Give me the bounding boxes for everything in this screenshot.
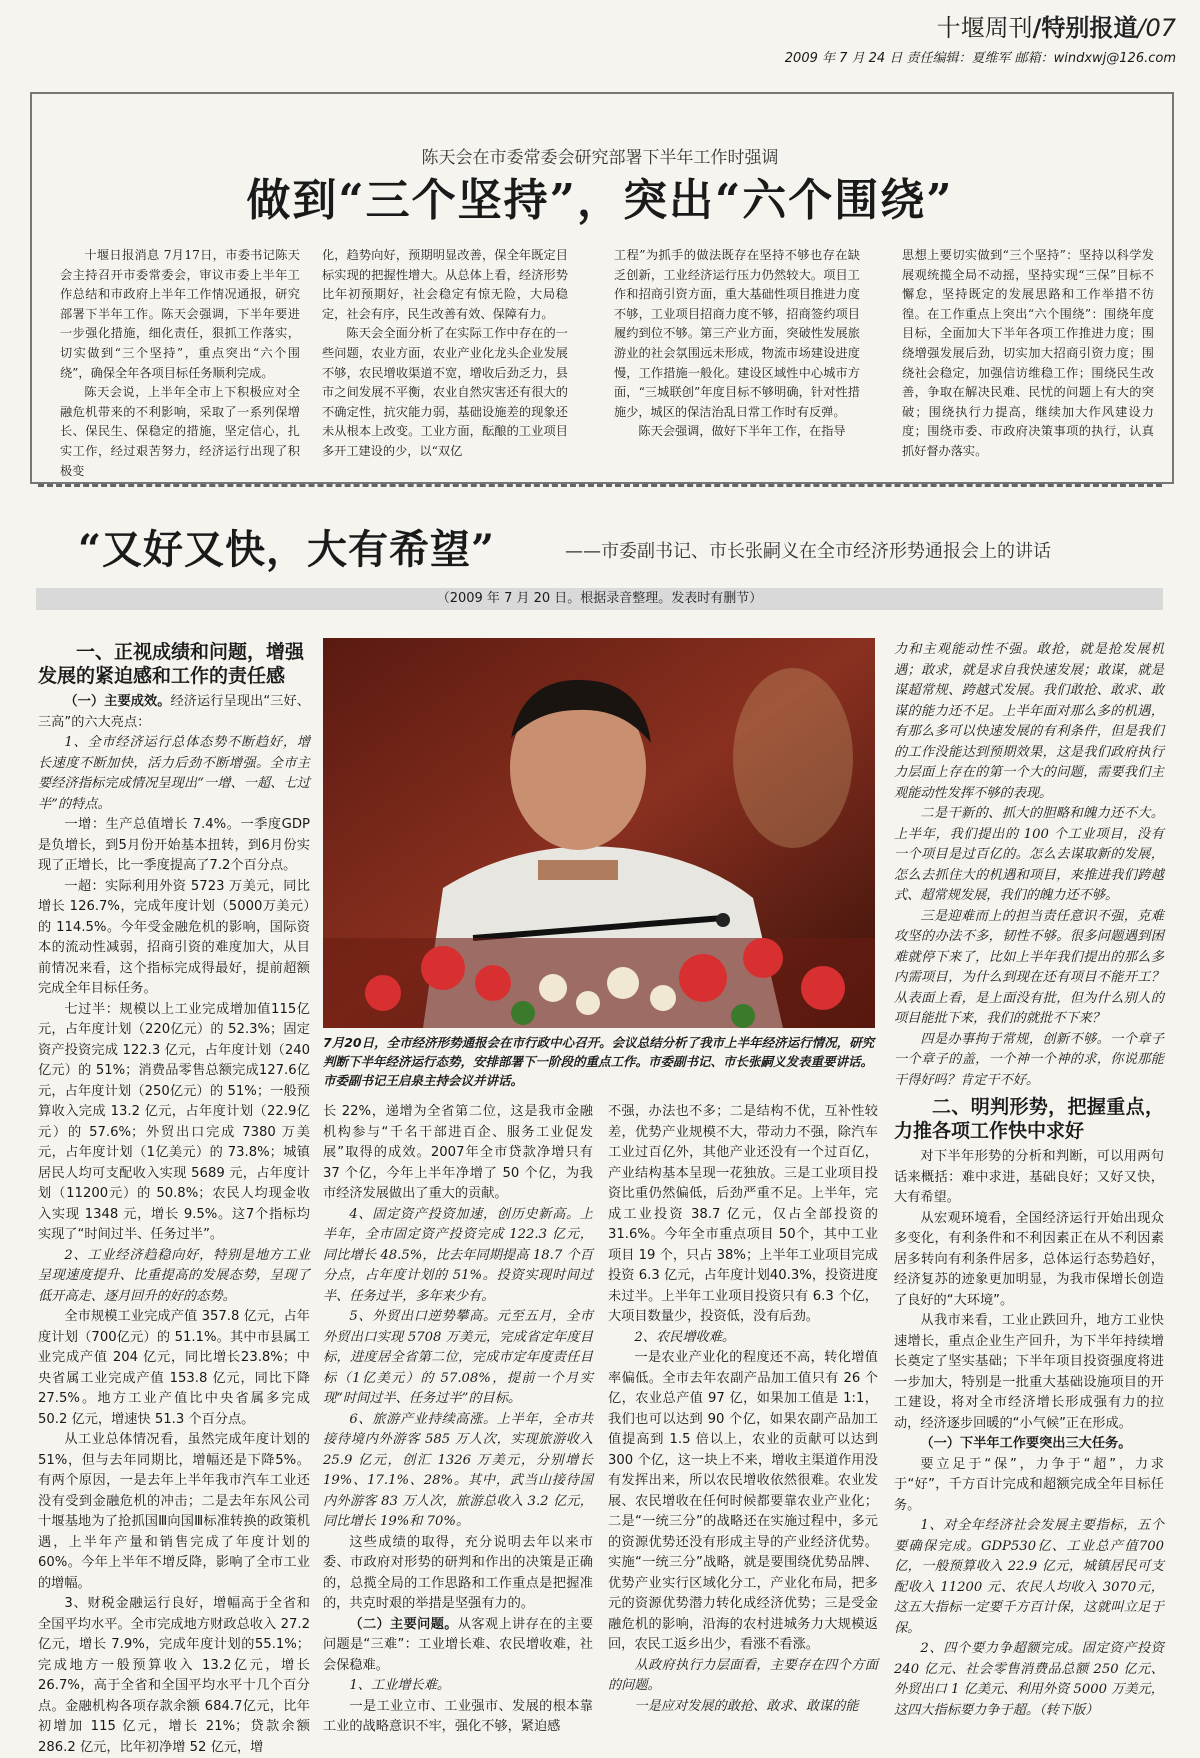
paragraph: 三是迎难而上的担当责任意识不强，克难攻坚的办法不多，韧性不够。很多问题遇到困难就停下来了，比如上半年我们提出的那么多内需项目，为什么到现在还有项目不能开工？从表面上看，是上面没有批，但为什么别人的项目能批下来，我们的就批不下来？ — [894, 908, 1164, 1026]
paragraph: 陈天会强调，做好下半年工作，在指导 — [638, 424, 846, 439]
paragraph: 2、工业经济趋稳向好，特别是地方工业呈现速度提升、比重提高的发展态势，呈现了低开高走、逐月回升的好的态势。 — [38, 1247, 310, 1304]
paragraph: 从工业总体情况看，虽然完成年度计划的 51%，但与去年同期比，增幅还是下降5%。有两个原因，一是去年上半年我市汽车工业还没有受到金融危机的冲击；二是去年东风公司十堰基地为了抢抓国Ⅲ向国Ⅲ标准转换的政策机遇，上半年产量和销售完成了年度计划的 60%。今年上半年不增反降，影响了全市工业的增幅。 — [38, 1432, 310, 1591]
paragraph: 从客观上讲存在的主要问题是“三难”：工业增长难、农民增收难，社会保稳难。 — [323, 1616, 594, 1673]
article2-colA — [38, 640, 310, 1755]
paragraph: 工程”为抓手的做法既存在坚持不够也存在缺乏创新，工业经济运行压力仍然较大。项目工作和招商引资方面，重大基础性项目推进力度不够，工业项目招商力度不够，招商签约项目履约到位不够。第三产业方面，突破性发展旅游业的社会氛围远未形成，物流市场建设进度慢，工作措施一般化。建设区域性中心城市方面，“三城联创”年度目标不够明确，针对性措施少，城区的保洁治乱日常工作时有反弹。 — [614, 248, 860, 419]
article1-col1 — [60, 246, 300, 478]
paragraph: 一增：生产总值增长 7.4%。一季度GDP是负增长，到5月份开始基本扭转，到6月份实现了正增长，比一季度提高了7.2个百分点。 — [38, 817, 310, 873]
page-header — [785, 8, 1176, 66]
subhead: （一）主要成效。 — [64, 694, 171, 709]
paragraph: 对下半年形势的分析和判断，可以用两句话来概括：难中求进，基础良好；又好又快，大有希望。 — [894, 1149, 1164, 1205]
article1-col2 — [322, 246, 568, 458]
paragraph: 思想上要切实做到“三个坚持”：坚持以科学发展观统揽全局不动摇，坚持实现“三保”目标不懈怠，坚持既定的发展思路和工作举措不彷徨。在工作重点上突出“六个围绕”：围绕年度目标，全面加大下半年各项工作推进力度；围绕增强发展后劲，切实加大招商引资力度；围绕社会稳定，加强信访维稳工作；围绕民生改善，争取在解决民难、民忧的问题上有大的突破；围绕执行力提高，继续加大作风建设力度；围绕市委、市政府决策事项的执行，认真抓好督办落实。 — [902, 248, 1154, 458]
subhead: （一）下半年工作要突出三大任务。 — [920, 1436, 1132, 1451]
paragraph: 5、外贸出口逆势攀高。元至五月，全市外贸出口实现 5708 万美元，完成省定年度目标，进度居全省第二位，完成市定年度责任目标（1亿美元）的 57.08%，提前一个月实现“时间过半、任务过半”的目标。 — [323, 1309, 593, 1406]
section-title — [785, 8, 1176, 43]
paragraph: 2、农民增收难。 — [634, 1329, 736, 1345]
article1-headline: 做到“三个坚持”，突出“六个围绕” — [246, 175, 954, 226]
photo-caption: 7月20日，全市经济形势通报会在市行政中心召开。会议总结分析了我市上半年经济运行情况，研究判断下半年经济运行态势，安排部署下一阶段的重点工作。市委副书记、市长张嗣义发表重要讲话。市委副书记王启泉主持会议并讲话。 — [323, 1035, 875, 1088]
paragraph: 一是农业产业化的程度还不高，转化增值率偏低。全市去年农副产品加工值只有 26 个亿，农业总产值 97 亿，如果加工值是 1:1，我们也可以达到 90 个亿，如果农副产品加工值提高到 1.5 倍以上，农业的贡献可以达到 300 个亿，这一块上不来，增收主渠道作用没有发挥出来，所以农民增收依然很难。农业发展、农民增收在任何时候都要靠农业产业化；二是“一统三分”的战略还在实施过程中，多元的资源优势还没有形成主导的产业经济优势。实施“一统三分”战略，就是要围绕优势品牌、优势产业实行区域化分工，产业化布局，把多元的资源优势潜力转化成经济优势；三是受金融危机的影响，沿海的农村进城务力大规模返回，农民工返乡出少，看涨不看涨。 — [608, 1350, 878, 1652]
date-editor-line: 2009 年 7 月 24 日 责任编辑：夏维军 邮箱：windxwj@126.com — [784, 51, 1176, 66]
article1-col4 — [902, 246, 1154, 458]
paragraph: 1、全市经济运行总体态势不断趋好，增长速度不断加快，活力后劲不断增强。全市主要经济指标完成情况呈现出“一增、一超、七过半”的特点。 — [38, 735, 310, 812]
paragraph: 这些成绩的取得，充分说明去年以来市委、市政府对形势的研判和作出的决策是正确的，总揽全局的工作思路和工作重点是把握准的，共克时艰的举措是坚强有力的。 — [323, 1534, 593, 1611]
section-name: 特别报道 — [1041, 14, 1138, 42]
paragraph: 一超：实际利用外资 5723 万美元，同比增长 126.7%，完成年度计划（5000万美元）的 114.5%。今年受金融危机的影响，国际资本的流动性减弱，招商引资的难度加大，从目前情况来看，这个指标完成得最好，提前超额完成全年目标任务。 — [38, 878, 310, 996]
paragraph: 全市规模工业完成产值 357.8 亿元，占年度计划（700亿元）的 51.1%。其中市县属工业完成产值 204 亿元，同比增长23.8%；中央省属工业完成产值 153.8 亿元，同比下降 27.5%。地方工业产值比中央省属多完成 50.2 亿元，增速快 51.3 个百分点。 — [38, 1309, 310, 1427]
paragraph: 七过半：规模以上工业完成增加值115亿元，占年度计划（220亿元）的 52.3%；固定资产投资完成 122.3 亿元，占年度计划（240亿元）的 51%；消费品零售总额完成127.6亿元，占年度计划（250亿元）的 51%；一般预算收入完成 13.2 亿元，占年度计划（22.9亿元）的 57.6%；外贸出口完成 7380 万美元，占年度计划（1亿美元）的 73.8%；城镇居民人均可支配收入实现 5689 元，占年度计划（11200元）的 50.8%；农民人均现金收入实现 1348 元，增长 9.5%。这7个指标均实现了“时间过半、任务过半”。 — [38, 1001, 310, 1242]
paragraph: 长 22%，递增为全省第二位，这是我市金融机构参与“千名干部进百企、服务工业促发展”取得的成效。2007年全市贷款净增只有 37 个亿，今年上半年净增了 50 个亿，为我市经济发展做出了重大的贡献。 — [323, 1104, 593, 1201]
paragraph: 1、工业增长难。 — [349, 1678, 451, 1693]
speaker-photo — [323, 638, 875, 1028]
paragraph: 从宏观环境看，全国经济运行开始出现众多变化，有利条件和不利因素正在从不利因素居多转向有利条件居多，总体运行态势趋好，经济复苏的迹象更加明显，为我市保增长创造了良好的“大环境”。 — [894, 1210, 1164, 1308]
section1-title: 一、正视成绩和问题，增强发展的紧迫感和工作的责任感 — [38, 641, 305, 687]
article2-note: （2009 年 7 月 20 日。根据录音整理。发表时有删节） — [36, 588, 1163, 610]
paragraph: 4、固定资产投资加速，创历史新高。上半年，全市固定资产投资完成 122.3 亿元，同比增长 48.5%，比去年同期提高 18.7 个百分点，占年度计划的 51%。投资实现时间过半、任务过半，多年来少有。 — [323, 1206, 593, 1304]
article2-colC — [608, 1102, 878, 1725]
article1-col3 — [614, 246, 860, 458]
paragraph: 不强，办法也不多；二是结构不优，互补性较差，优势产业规模不大，带动力不强，除汽车工业过百亿外，其他产业还没有一个过百亿，产业结构基本呈现一花独放。三是工业项目投资比重仍然偏低，后劲严重不足。上半年，完成工业投资 38.7 亿元，仅占全部投资的 31.6%。今年全市重点项目 50个，其中工业项目 19 个，只占 38%；上半年工业项目完成投资 6.3 亿元，占年度计划40.3%，投资进度未过半。上半年工业项目投资只有 6.3 个亿，大项目数量少，投资低，没有后劲。 — [608, 1104, 878, 1324]
paragraph: 经济运行呈现出“三好、三高”的六大亮点： — [38, 694, 310, 730]
paragraph: 陈天会全面分析了在实际工作中存在的一些问题，农业方面，农业产业化龙头企业发展不够，农民增收渠道不宽，增收后劲乏力，县市之间发展不平衡，农业自然灾害还有很大的不确定性，抗灾能力弱，基础设施差的现象还未从根本上改变。工业方面，酝酿的工业项目多开工建设的少，以“双亿 — [322, 326, 568, 458]
paragraph: 四是办事拘于常规，创新不够。一个章子一个章子的盖，一个神一个神的求，你说那能干得好吗？肯定干不好。 — [894, 1031, 1164, 1088]
title-separator: / — [1032, 14, 1042, 42]
paragraph: 从我市来看，工业止跌回升，地方工业快速增长，重点企业生产回升，为下半年持续增长奠定了坚实基础；下半年项目投资强度将进一步加大，特别是一批重大基础设施项目的开工建设，将对全市经济增长形成强有力的拉动，经济逐步回暖的“小气候”正在形成。 — [894, 1313, 1164, 1431]
paper-name: 十堰周刊 — [936, 14, 1033, 42]
subhead: （二）主要问题。 — [349, 1616, 458, 1632]
paragraph: 陈天会说，上半年全市上下积极应对全融危机带来的不利影响，采取了一系列保增长、保民生、保稳定的措施，坚定信心，扎实工作，经过艰苦努力，经济运行出现了积极变 — [60, 385, 300, 478]
paragraph: 要立足于“保”，力争于“超”，力求于“好”，千方百计完成和超额完成全年目标任务。 — [894, 1456, 1164, 1513]
article2-colB — [323, 1102, 594, 1734]
paragraph: 化，趋势向好，预期明显改善，保全年既定目标实现的把握性增大。从总体上看，经济形势比年初预期好，社会稳定有惊无险，大局稳定，社会有序，民生改善有效、保障有力。 — [322, 248, 568, 321]
paragraph: 力和主观能动性不强。敢抢，就是抢发展机遇；敢求，就是求自我快速发展；敢谋，就是谋超常规、跨越式发展。我们敢抢、敢求、敢谋的能力还不足。上半年面对那么多的机遇，有那么多可以快速发展的有利条件，但是我们的工作没能达到预期效果，这是我们政府执行力层面上存在的第一个大的问题，需要我们主观能动性发挥不够的表现。 — [894, 642, 1164, 801]
article2-subheadline: ——市委副书记、市长张嗣义在全市经济形势通报会上的讲话 — [565, 541, 1051, 562]
article2-colD — [894, 640, 1164, 1725]
paragraph: 二是干新的、抓大的胆略和魄力还不大。上半年，我们提出的 100 个工业项目，没有一个项目是过百亿的。怎么去谋取新的发展，怎么去抓住大的机遇和项目，来推进我们跨越式、超常规发展，我们的魄力还不够。 — [894, 806, 1164, 903]
paragraph: 2、四个要力争超额完成。固定资产投资 240 亿元、社会零售消费品总额 250 亿元、外贸出口 1 亿美元、利用外资 5000 万美元，这四大指标要力争于超。（转下版） — [894, 1641, 1164, 1718]
paragraph: 一是工业立市、工业强市、发展的根本靠工业的战略意识不牢，强化不够，紧迫感 — [323, 1698, 593, 1734]
divider — [38, 484, 1162, 487]
article2-headline: “又好又快，大有希望” — [78, 526, 496, 573]
paragraph: 十堰日报消息 7月17日，市委书记陈天会主持召开市委常委会，审议市委上半年工作总结和市政府上半年工作情况通报，研究部署下半年工作。陈天会强调，下半年要进一步强化措施，细化责任，狠抓工作落实，切实做到“三个坚持”，重点突出“六个围绕”，确保全年各项目标任务顺利完成。 — [60, 248, 300, 380]
article1-kicker: 陈天会在市委常委会研究部署下半年工作时强调 — [421, 148, 779, 168]
page-number: /07 — [1137, 14, 1176, 42]
photo-illustration — [323, 638, 875, 1028]
paragraph: 3、财税金融运行良好，增幅高于全省和全国平均水平。全市完成地方财政总收入 27.2 亿元，增长 7.9%，完成年度计划的55.1%；完成地方一般预算收入 13.2亿元，增长 26.7%，高于全省和全国平均水平十几个百分点。金融机构各项存款余额 684.7亿元，比年初增加 115 亿元，增长 21%；贷款余额 286.2 亿元，比年初净增 52 亿元，增 — [38, 1596, 310, 1755]
paragraph: 1、对全年经济社会发展主要指标，五个要确保完成。GDP530亿、工业总产值700亿，一般预算收入 22.9 亿元，城镇居民可支配收入 11200 元、农民人均收入 3070元，这五大指标一定要千方百计保，这就叫立足于保。 — [894, 1518, 1164, 1636]
paragraph: 从政府执行力层面看，主要存在四个方面的问题。 — [608, 1657, 878, 1693]
section2-title: 二、明判形势，把握重点，力推各项工作快中求好 — [894, 1096, 1164, 1142]
paragraph: 6、旅游产业持续高涨。上半年，全市共接待境内外游客 585 万人次，实现旅游收入 25.9 亿元，创汇 1326 万美元，分别增长19%、17.1%、28%。其中，武当山接待国内外游客 83 万人次，旅游总收入 3.2 亿元，同比增长 19%和 70%。 — [323, 1411, 593, 1529]
paragraph: 一是应对发展的敢抢、敢求、敢谋的能 — [634, 1698, 859, 1714]
